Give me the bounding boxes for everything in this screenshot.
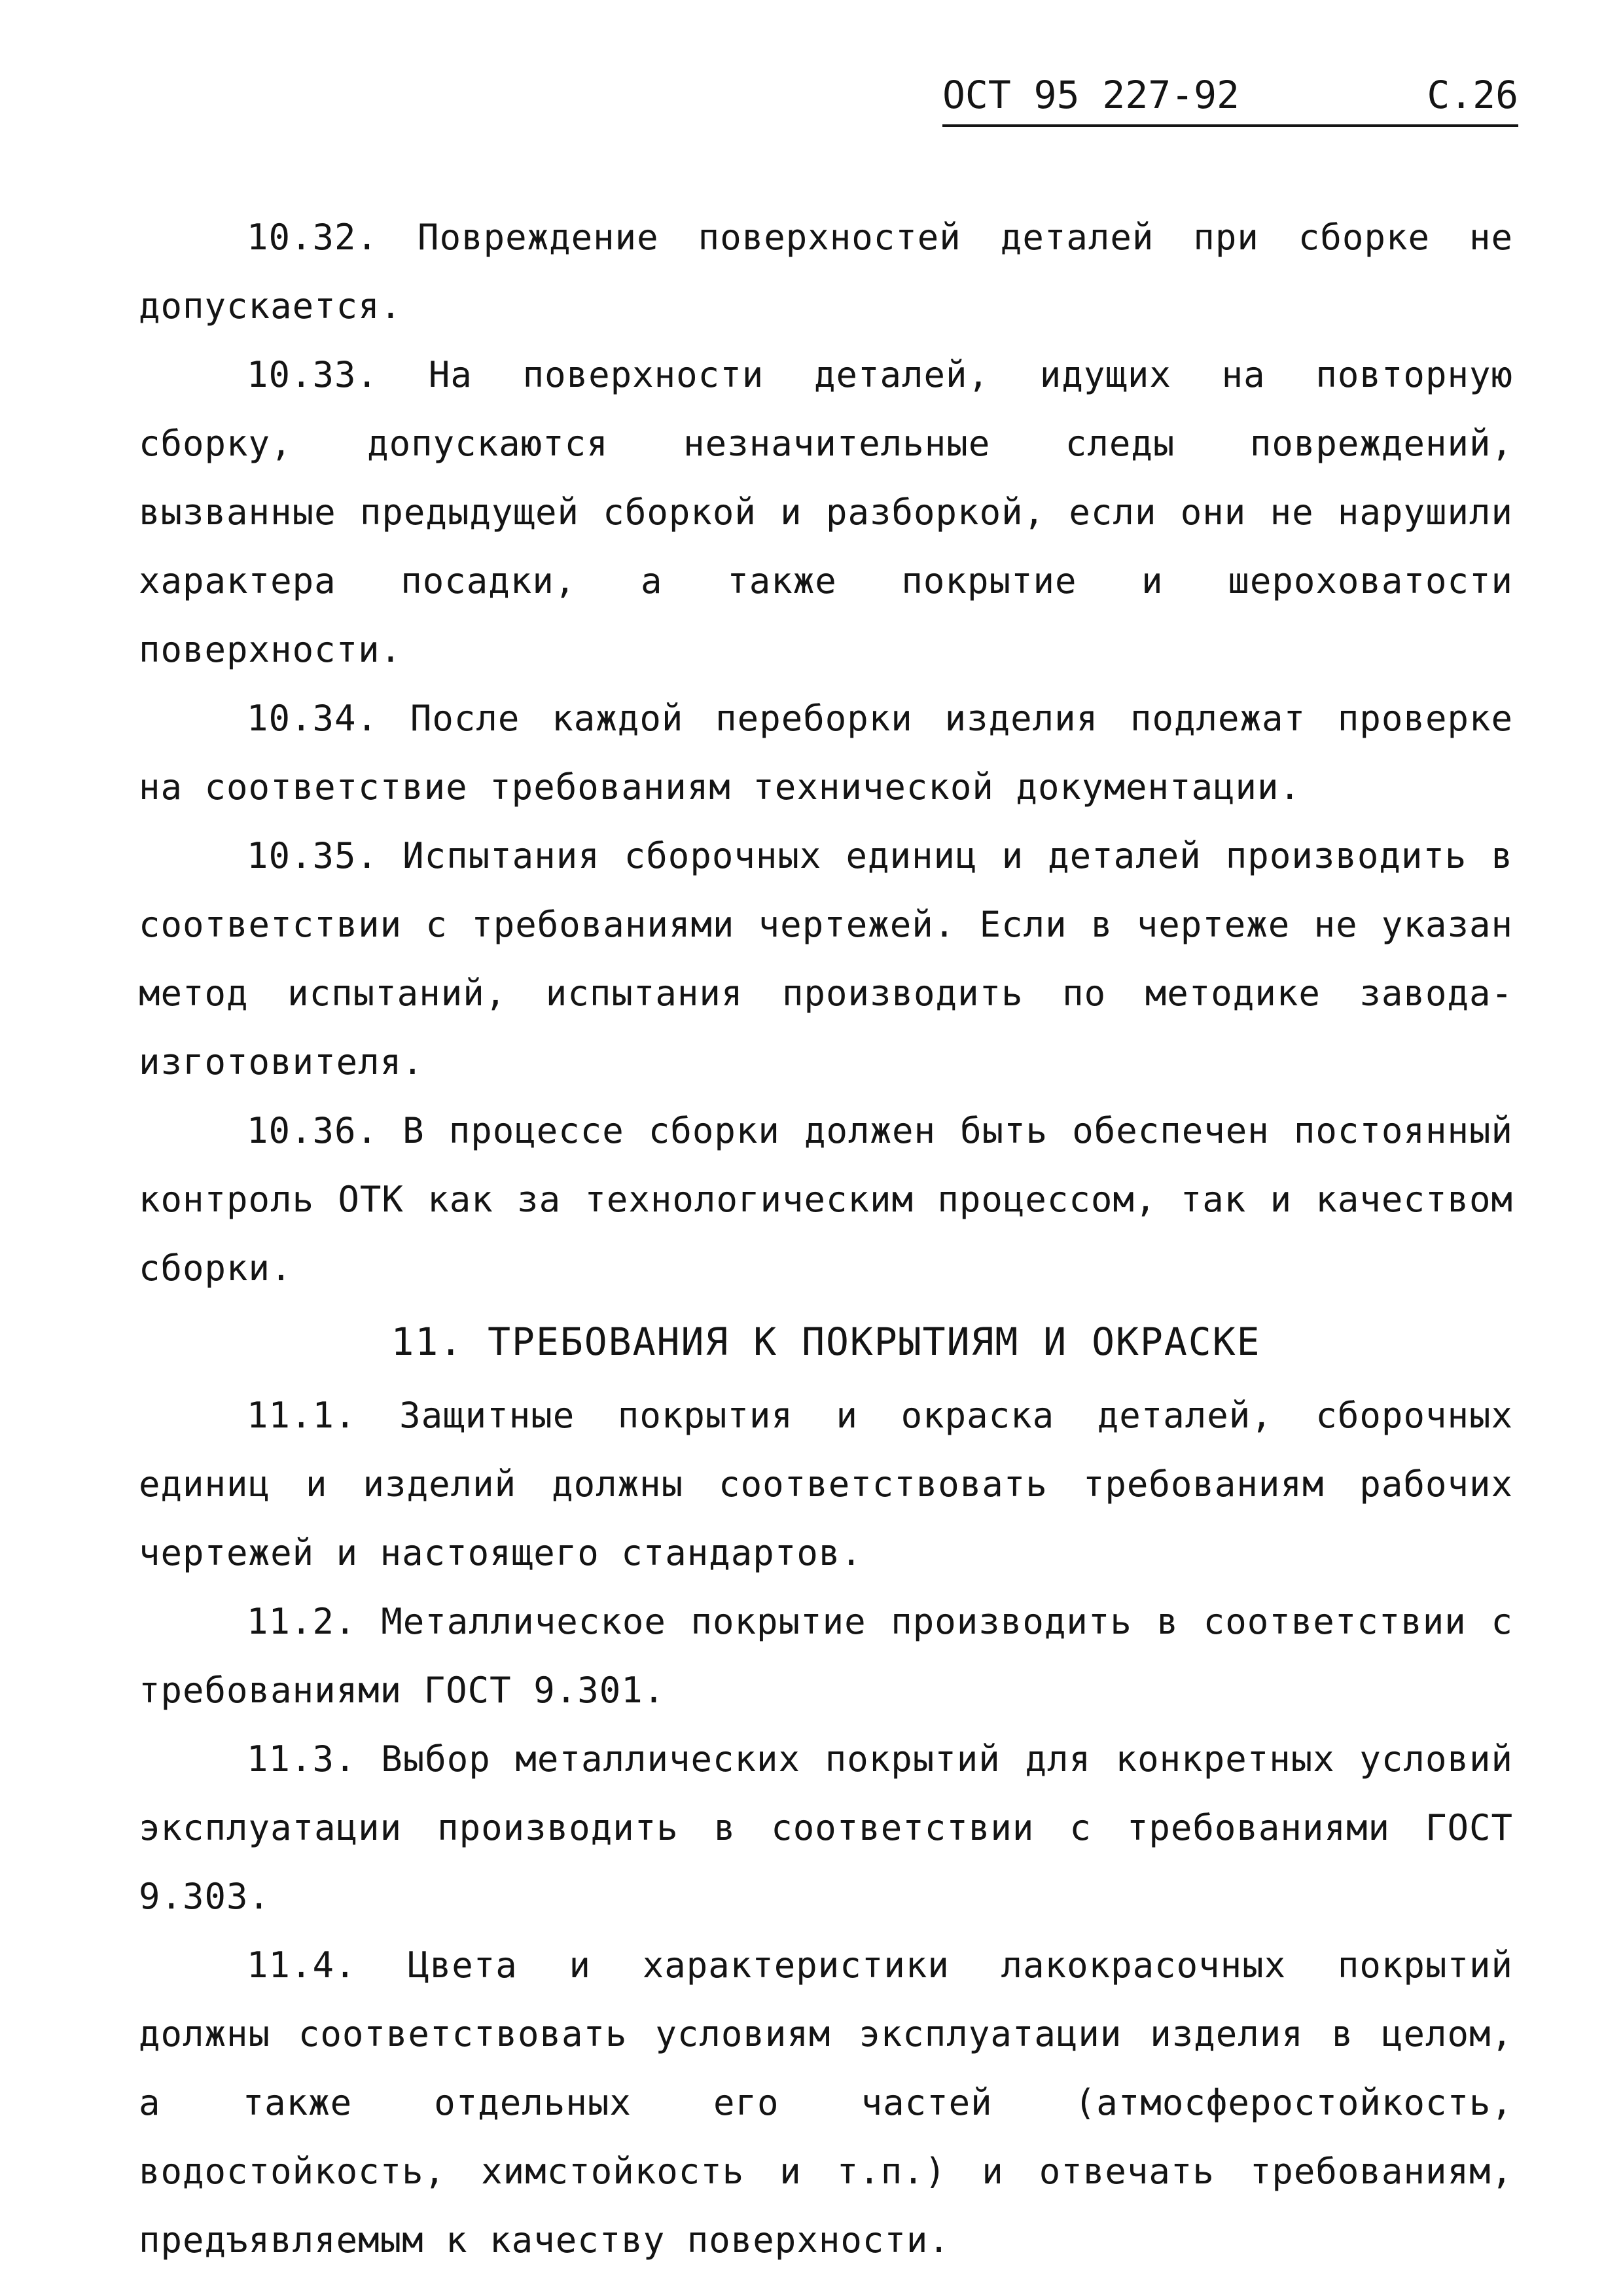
clause-10-36: 10.36. В процессе сборки должен быть обеспечен постоянный контроль ОТК как за технологическим процессом, так и качеством сборки.: [139, 1110, 1513, 1289]
clause-11-1: 11.1. Защитные покрытия и окраска деталей, сборочных единиц и изделий должны соответствовать требованиям рабочих чертежей и настоящего стандартов.: [139, 1395, 1513, 1573]
document-body: [139, 203, 1513, 2274]
page-header: [942, 65, 1518, 127]
clause-11-4: 11.4. Цвета и характеристики лакокрасочных покрытий должны соответствовать условиям эксплуатации изделия в целом, а также отдельных его частей (атмосферостойкость, водостойкость, химстойкость и т.п.) и отвечать требованиям, предъявляемым к качеству поверхности.: [139, 1945, 1513, 2261]
clause-10-34: 10.34. После каждой переборки изделия подлежат проверке на соответствие требованиям технической документации.: [139, 698, 1513, 808]
clause-10-32: 10.32. Повреждение поверхностей деталей при сборке не допускается.: [139, 217, 1513, 327]
clause-10-33: 10.33. На поверхности деталей, идущих на повторную сборку, допускаются незначительные следы повреждений, вызванные предыдущей сборкой и разборкой, если они не нарушили характера посадки, а также покрытие и шероховатости поверхности.: [139, 354, 1513, 670]
section-11-heading: 11. ТРЕБОВАНИЯ К ПОКРЫТИЯМ И ОКРАСКЕ: [391, 1319, 1261, 1364]
page-number: С.26: [1427, 73, 1518, 117]
clause-11-3: 11.3. Выбор металлических покрытий для конкретных условий эксплуатации производить в соответствии с требованиями ГОСТ 9.303.: [139, 1738, 1513, 1917]
clause-10-35: 10.35. Испытания сборочных единиц и деталей производить в соответствии с требованиями чертежей. Если в чертеже не указан метод испытаний, испытания производить по методике завода-изготовителя.: [139, 835, 1513, 1083]
clause-11-2: 11.2. Металлическое покрытие производить в соответствии с требованиями ГОСТ 9.301.: [139, 1601, 1513, 1711]
document-code: ОСТ 95 227-92: [942, 73, 1240, 117]
